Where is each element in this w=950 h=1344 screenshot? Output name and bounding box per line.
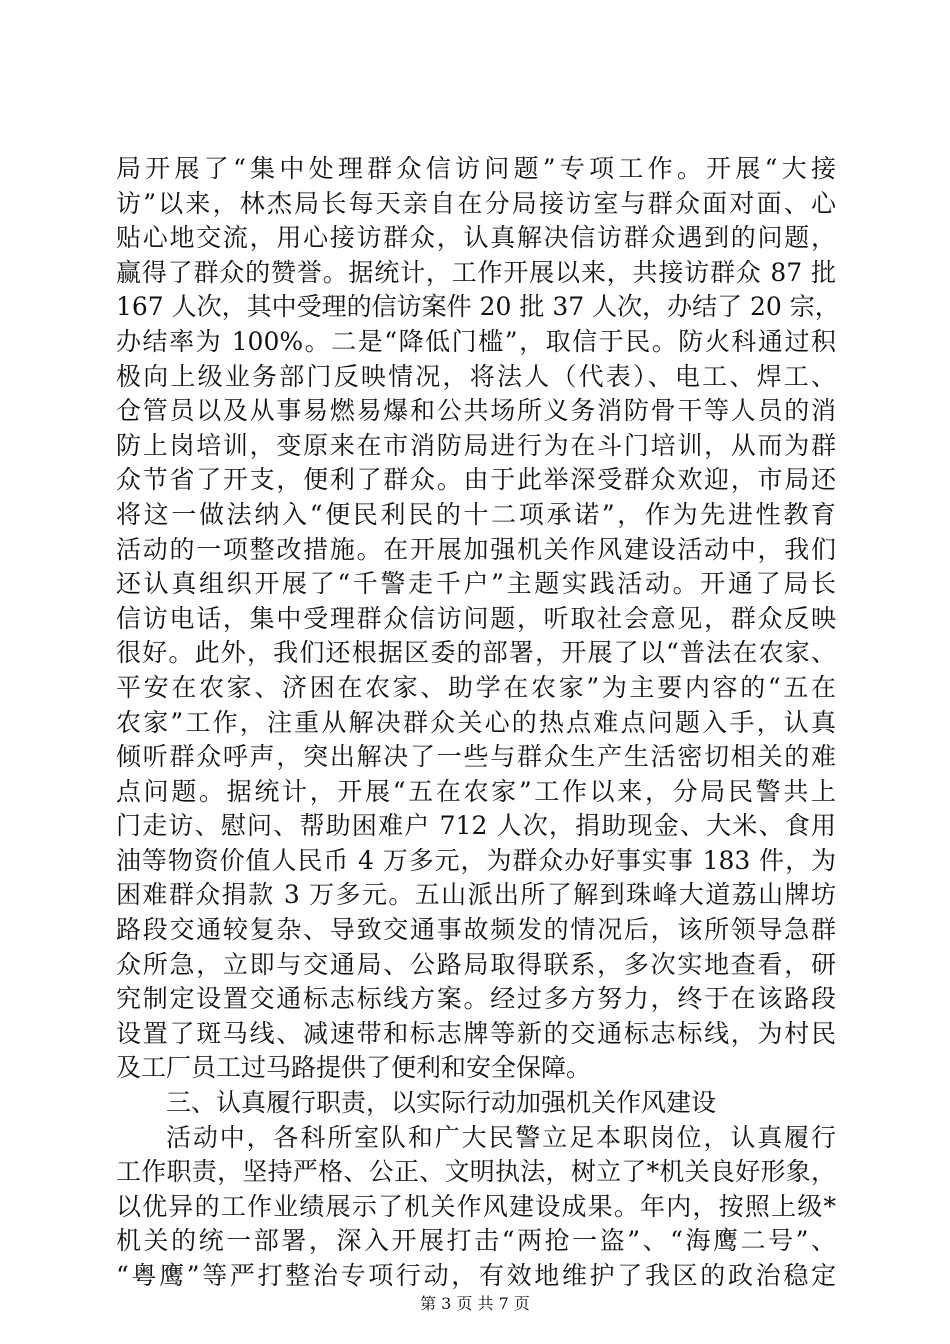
text-line: 还认真组织开展了“千警走千户”主题实践活动。开通了局长 — [116, 569, 836, 599]
text-line: 究制定设置交通标志标线方案。经过多方努力，终于在该路段 — [116, 984, 836, 1014]
text-line: 平安在农家、济困在农家、助学在农家”为主要内容的“五在 — [116, 672, 836, 702]
text-line: 众所急，立即与交通局、公路局取得联系，多次实地查看，研 — [116, 949, 836, 979]
paragraph-end-line: 及工厂员工过马路提供了便利和安全保障。 — [116, 1053, 592, 1083]
text-line: 活动的一项整改措施。在开展加强机关作风建设活动中，我们 — [116, 534, 836, 564]
text-line: 点问题。据统计，开展“五在农家”工作以来，分局民警共上 — [116, 776, 836, 806]
section-heading: 三、认真履行职责，以实际行动加强机关作风建设 — [166, 1088, 717, 1118]
text-line: 路段交通较复杂、导致交通事故频发的情况后，该所领导急群 — [116, 915, 836, 945]
text-line: 极向上级业务部门反映情况，将法人（代表）、电工、焊工、 — [116, 361, 836, 391]
text-line: 很好。此外，我们还根据区委的部署，开展了以“普法在农家、 — [116, 638, 836, 668]
text-line: 机关的统一部署，深入开展打击“两抢一盗”、“海鹰二号”、 — [116, 1226, 836, 1256]
text-line: 局开展了“集中处理群众信访问题”专项工作。开展“大接 — [116, 154, 836, 183]
text-line: 农家”工作，注重从解决群众关心的热点难点问题入手，认真 — [116, 707, 836, 737]
body-text — [116, 152, 840, 1294]
text-line: “粤鹰”等严打整治专项行动，有效地维护了我区的政治稳定 — [116, 1261, 836, 1290]
text-line: 油等物资价值人民币 4 万多元，为群众办好事实事 183 件，为 — [116, 845, 836, 875]
text-line: 防上岗培训，变原来在市消防局进行为在斗门培训，从而为群 — [116, 430, 836, 460]
text-line: 办结率为 100%。二是“降低门槛”，取信于民。防火科通过积 — [116, 326, 836, 356]
text-line: 信访电话，集中受理群众信访问题，听取社会意见，群众反映 — [116, 603, 836, 633]
page-number-footer: 第 3 页 共 7 页 — [420, 1294, 530, 1313]
text-line: 访”以来，林杰局长每天亲自在分局接访室与群众面对面、心 — [116, 188, 836, 218]
text-line: 门走访、慰问、帮助困难户 712 人次，捐助现金、大米、食用 — [116, 811, 836, 841]
text-line: 将这一做法纳入“便民利民的十二项承诺”，作为先进性教育 — [116, 499, 836, 529]
text-line: 赢得了群众的赞誉。据统计，工作开展以来，共接访群众 87 批 — [116, 257, 836, 287]
text-line: 困难群众捐款 3 万多元。五山派出所了解到珠峰大道荔山牌坊 — [116, 880, 836, 910]
text-line: 以优异的工作业绩展示了机关作风建设成果。年内，按照上级* — [116, 1191, 836, 1221]
text-line: 设置了斑马线、减速带和标志牌等新的交通标志标线，为村民 — [116, 1018, 836, 1048]
text-line: 167 人次，其中受理的信访案件 20 批 37 人次，办结了 20 宗， — [116, 292, 840, 322]
text-line: 贴心地交流，用心接访群众，认真解决信访群众遇到的问题， — [116, 223, 836, 253]
text-line: 工作职责，坚持严格、公正、文明执法，树立了*机关良好形象， — [116, 1157, 836, 1187]
text-line: 众节省了开支，便利了群众。由于此举深受群众欢迎，市局还 — [116, 465, 836, 495]
text-line: 倾听群众呼声，突出解决了一些与群众生产生活密切相关的难 — [116, 742, 836, 772]
paragraph-first-line: 活动中，各科所室队和广大民警立足本职岗位，认真履行 — [166, 1122, 836, 1152]
text-line: 仓管员以及从事易燃易爆和公共场所义务消防骨干等人员的消 — [116, 396, 836, 426]
